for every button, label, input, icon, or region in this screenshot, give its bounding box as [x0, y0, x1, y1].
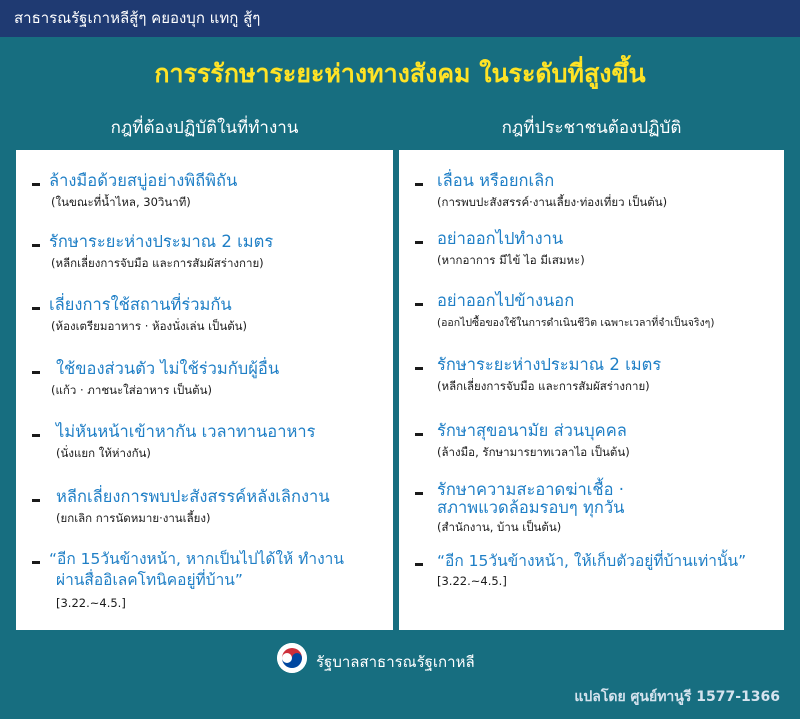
bullet-dash	[32, 561, 40, 564]
bullet-dash	[415, 241, 423, 244]
right-column-title: กฎที่ประชาชนต้องปฏิบัติ	[501, 118, 682, 138]
rule-detail: (นั่งแยก ให้ห่างกัน)	[56, 446, 151, 460]
bullet-dash	[415, 367, 423, 370]
bullet-dash	[32, 183, 40, 186]
rule-detail: (ยกเลิก การนัดหมาย·งานเลี้ยง)	[56, 511, 211, 525]
bullet-dash	[32, 371, 40, 374]
public-rules-panel	[399, 150, 784, 630]
rule-detail: (หลีกเลี่ยงการจับมือ และการสัมผัสร่างกาย)	[51, 256, 264, 270]
headline: การรรักษาระยะห่างทางสังคม ในระดับที่สูงขึ้น	[154, 59, 646, 88]
rule-detail: (หากอาการ มีไข้ ไอ มีเสมหะ)	[437, 253, 585, 267]
rule-detail: (ห้องเตรียมอาหาร · ห้องนั่งเล่น เป็นต้น)	[51, 319, 248, 333]
rule-text: “อีก 15วันข้างหน้า, หากเป็นไปได้ให้ ทำงาน	[49, 550, 344, 568]
bullet-dash	[32, 434, 40, 437]
date-range: [3.22.~4.5.]	[437, 574, 507, 588]
taegeuk-logo-icon	[277, 643, 307, 673]
rule-text: เลื่อน หรือยกเลิก	[437, 171, 555, 190]
rule-detail: (สำนักงาน, บ้าน เป็นต้น)	[437, 520, 562, 534]
rule-detail: (การพบปะสังสรรค์·งานเลี้ยง·ท่องเที่ยว เป็นต้น)	[437, 195, 668, 209]
rule-text-line-2: ผ่านสื่ออิเลคโทนิคอยู่ที่บ้าน”	[56, 571, 243, 589]
rule-text: ไม่หันหน้าเข้าหากัน เวลาทานอาหาร	[56, 422, 316, 441]
rule-text: รักษาระยะห่างประมาณ 2 เมตร	[49, 232, 274, 251]
rule-text-line-2: สภาพแวดล้อมรอบๆ ทุกวัน	[437, 498, 625, 517]
rule-detail: (หลีกเลี่ยงการจับมือ และการสัมผัสร่างกาย)	[437, 379, 650, 393]
rule-text: รักษาระยะห่างประมาณ 2 เมตร	[437, 355, 662, 374]
rule-detail: (ในขณะที่น้ำไหล, 30วินาที)	[51, 195, 191, 209]
bullet-dash	[415, 303, 423, 306]
rule-text: ล้างมือด้วยสบู่อย่างพิถีพิถัน	[49, 171, 238, 190]
government-name: รัฐบาลสาธารณรัฐเกาหลี	[316, 653, 475, 671]
bullet-dash	[32, 307, 40, 310]
rule-text: “อีก 15วันข้างหน้า, ให้เก็บตัวอยู่ที่บ้านเท่านั้น”	[437, 552, 747, 570]
bullet-dash	[415, 433, 423, 436]
workplace-rules-panel	[16, 150, 393, 630]
bullet-dash	[32, 499, 40, 502]
rule-text: อย่าออกไปทำงาน	[437, 229, 564, 248]
rule-text: เลี่ยงการใช้สถานที่ร่วมกัน	[49, 295, 232, 314]
bullet-dash	[32, 244, 40, 247]
rule-text: รักษาความสะอาดฆ่าเชื้อ ·	[437, 480, 625, 499]
rule-detail: (แก้ว · ภาชนะใส่อาหาร เป็นต้น)	[51, 383, 212, 397]
rule-text: ใช้ของส่วนตัว ไม่ใช้ร่วมกับผู้อื่น	[56, 359, 280, 378]
date-range: [3.22.~4.5.]	[56, 596, 126, 610]
rule-detail: (ออกไปซื้อของใช้ในการดำเนินชีวิต เฉพาะเวลาที่จำเป็นจริงๆ)	[437, 317, 715, 329]
translator-credit: แปลโดย ศูนย์ทานูรี 1577-1366	[574, 689, 780, 705]
bullet-dash	[415, 183, 423, 186]
rule-text: รักษาสุขอนามัย ส่วนบุคคล	[437, 421, 627, 440]
rule-text: หลีกเลี่ยงการพบปะสังสรรค์หลังเลิกงาน	[56, 487, 330, 506]
top-bar: สาธารณรัฐเกาหลีสู้ๆ คยองบุก แทกู สู้ๆ	[0, 0, 800, 37]
rule-detail: (ล้างมือ, รักษามารยาทเวลาไอ เป็นต้น)	[437, 445, 630, 459]
bullet-dash	[415, 563, 423, 566]
rule-text: อย่าออกไปข้างนอก	[437, 291, 575, 310]
bullet-dash	[415, 492, 423, 495]
left-column-title: กฎที่ต้องปฏิบัติในที่ทำงาน	[110, 118, 299, 138]
